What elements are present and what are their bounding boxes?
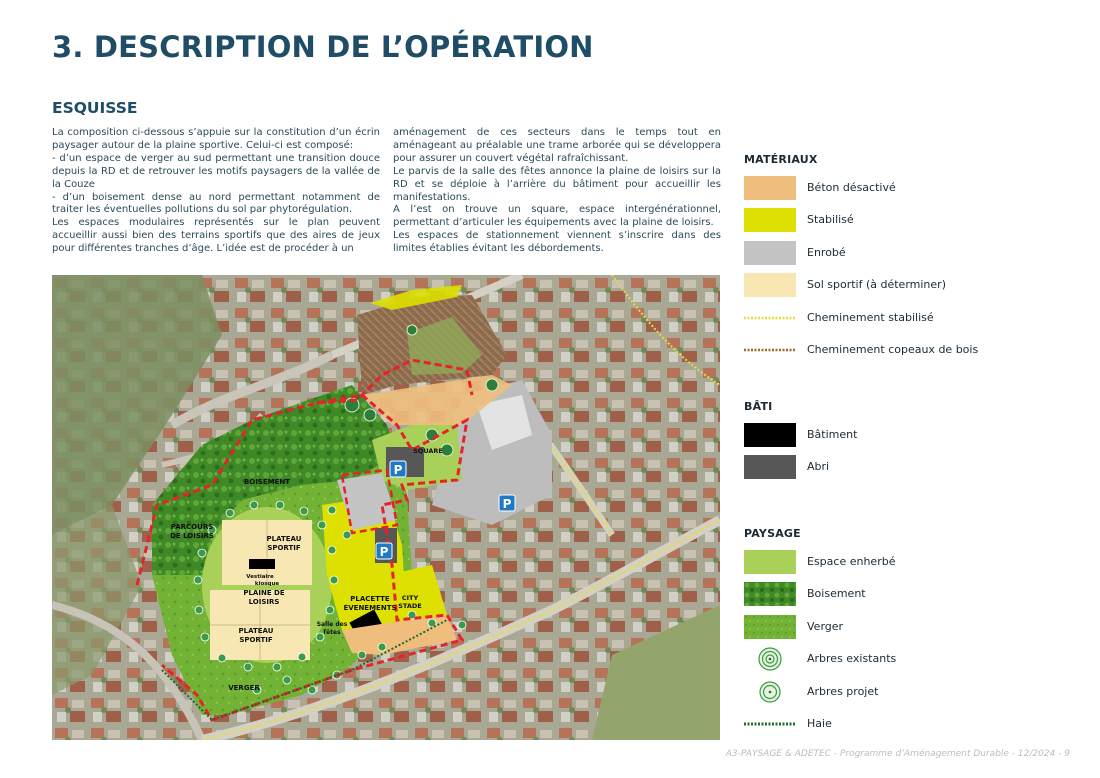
swatch bbox=[744, 550, 796, 574]
map-label-salle: fêtes bbox=[323, 629, 341, 636]
project-tree-icon bbox=[744, 680, 796, 704]
legend-label: Espace enherbé bbox=[807, 555, 896, 568]
legend-label: Stabilisé bbox=[807, 213, 854, 226]
map-label-vestiaire: kiosque bbox=[254, 581, 280, 587]
legend-item-abri bbox=[744, 455, 1064, 479]
paragraph: A l’est on trouve un square, espace intergénérationnel, permettant d’articuler les équipements avec la plaine de loisirs. bbox=[393, 204, 721, 229]
map-label-placette: PLACETTE bbox=[350, 595, 390, 603]
swatch bbox=[744, 208, 796, 232]
svg-text:P: P bbox=[393, 463, 403, 477]
legend-item-enrobe bbox=[744, 241, 1064, 265]
dotted-line-swatch bbox=[744, 306, 796, 330]
map-label-city: CITY bbox=[401, 594, 419, 602]
parking-icon bbox=[376, 543, 392, 559]
map-label-plaine: LOISIRS bbox=[248, 598, 280, 606]
map-label-plateau: PLATEAU bbox=[266, 535, 302, 543]
map-label-salle: Salle des bbox=[316, 621, 348, 628]
legend-heading-bati: BÂTI bbox=[744, 400, 773, 413]
text-column-left bbox=[52, 127, 380, 256]
legend-label: Sol sportif (à déterminer) bbox=[807, 278, 946, 291]
swatch bbox=[744, 273, 796, 297]
text-column-right bbox=[393, 127, 721, 256]
legend-item-enherbe bbox=[744, 550, 1064, 574]
map-label-square: SQUARE bbox=[413, 447, 443, 455]
site-plan-map bbox=[52, 275, 720, 740]
svg-text:P: P bbox=[502, 497, 512, 511]
map-label-parcours: PARCOURS bbox=[170, 523, 214, 531]
legend-label: Cheminement copeaux de bois bbox=[807, 343, 979, 356]
legend-label: Abri bbox=[807, 460, 830, 473]
swatch bbox=[744, 241, 796, 265]
paragraph: La composition ci-dessous s’appuie sur la constitution d’un écrin paysager autour de la plaine sportive. Celui-ci est composé: bbox=[52, 127, 380, 151]
legend-label: Arbres existants bbox=[807, 652, 897, 665]
legend-item-batiment bbox=[744, 423, 1064, 447]
legend-label: Haie bbox=[807, 717, 832, 730]
legend-item-cheminement-stabilise bbox=[744, 306, 1064, 330]
legend-label: Bâtiment bbox=[807, 428, 858, 441]
section-title: ESQUISSE bbox=[52, 99, 138, 117]
map-label-placette: EVENEMENTS bbox=[343, 604, 397, 612]
legend-label: Cheminement stabilisé bbox=[807, 311, 934, 324]
page-title: 3. DESCRIPTION DE L’OPÉRATION bbox=[52, 30, 594, 64]
svg-text:P: P bbox=[379, 545, 389, 559]
map-label-plateau: PLATEAU bbox=[238, 627, 274, 635]
swatch bbox=[744, 423, 796, 447]
legend-item-haie bbox=[744, 712, 1064, 736]
legend-label: Verger bbox=[807, 620, 844, 633]
legend-label: Béton désactivé bbox=[807, 181, 896, 194]
paragraph: - d’un espace de verger au sud permettant une transition douce depuis la RD et de retrouver les motifs paysagers de la vallée de la Couze bbox=[52, 152, 380, 190]
existing-tree-icon bbox=[744, 647, 796, 671]
legend-label: Arbres projet bbox=[807, 685, 879, 698]
orchard-swatch bbox=[744, 615, 796, 639]
map-label-verger: VERGER bbox=[228, 684, 260, 692]
paragraph: aménagement de ces secteurs dans le temps tout en aménageant au préalable une trame arborée qui se développera pour assurer un couvert végétal rafraîchissant. bbox=[393, 127, 721, 164]
legend-item-sol-sportif bbox=[744, 273, 1064, 297]
legend-item-boisement bbox=[744, 582, 1064, 606]
map-label-vestiaire: Vestiaire bbox=[246, 574, 274, 580]
page-footer: A3-PAYSAGE & ADETEC - Programme d’Aménagement Durable - 12/2024 - 9 bbox=[725, 749, 1070, 759]
legend-item-arbres-existants bbox=[744, 647, 1064, 671]
legend-label: Enrobé bbox=[807, 246, 846, 259]
hedge-line-swatch bbox=[744, 712, 796, 736]
paragraph: Les espaces modulaires représentés sur le plan peuvent accueillir aussi bien des terrains sportifs que des aires de jeux pour différentes tranches d’âge. L’idée est de procéder à un bbox=[52, 217, 380, 255]
parking-icon bbox=[390, 461, 406, 477]
map-label-city: STADE bbox=[398, 602, 422, 610]
legend-heading-paysage: PAYSAGE bbox=[744, 527, 801, 540]
forest-swatch bbox=[744, 582, 796, 606]
paragraph: Le parvis de la salle des fêtes annonce la plaine de loisirs sur la RD et se déploie à l’arrière du bâtiment pour accueillir les manifestations. bbox=[393, 165, 721, 203]
swatch bbox=[744, 455, 796, 479]
dotted-line-swatch bbox=[744, 338, 796, 362]
map-label-plateau: SPORTIF bbox=[239, 636, 273, 644]
legend-label: Boisement bbox=[807, 587, 866, 600]
swatch bbox=[744, 176, 796, 200]
paragraph: Les espaces de stationnement viennent s’inscrire dans des limites établies évitant les débordements. bbox=[393, 230, 721, 255]
parking-icon bbox=[499, 495, 515, 511]
map-label-plaine: PLAINE DE bbox=[243, 589, 285, 597]
legend-item-stabilise bbox=[744, 208, 1064, 232]
paragraph: - d’un boisement dense au nord permettant notamment de traiter les éventuelles pollutions du sol par phytorégulation. bbox=[52, 191, 380, 216]
legend-item-copeaux bbox=[744, 338, 1064, 362]
legend-heading-materiaux: MATÉRIAUX bbox=[744, 153, 818, 166]
map-label-plateau: SPORTIF bbox=[267, 544, 301, 552]
map-label-parcours: DE LOISIRS bbox=[170, 532, 214, 540]
map-label-boisement: BOISEMENT bbox=[243, 478, 291, 486]
legend-item-arbres-projet bbox=[744, 680, 1064, 704]
legend-item-verger bbox=[744, 615, 1064, 639]
legend-item-beton bbox=[744, 176, 1064, 200]
